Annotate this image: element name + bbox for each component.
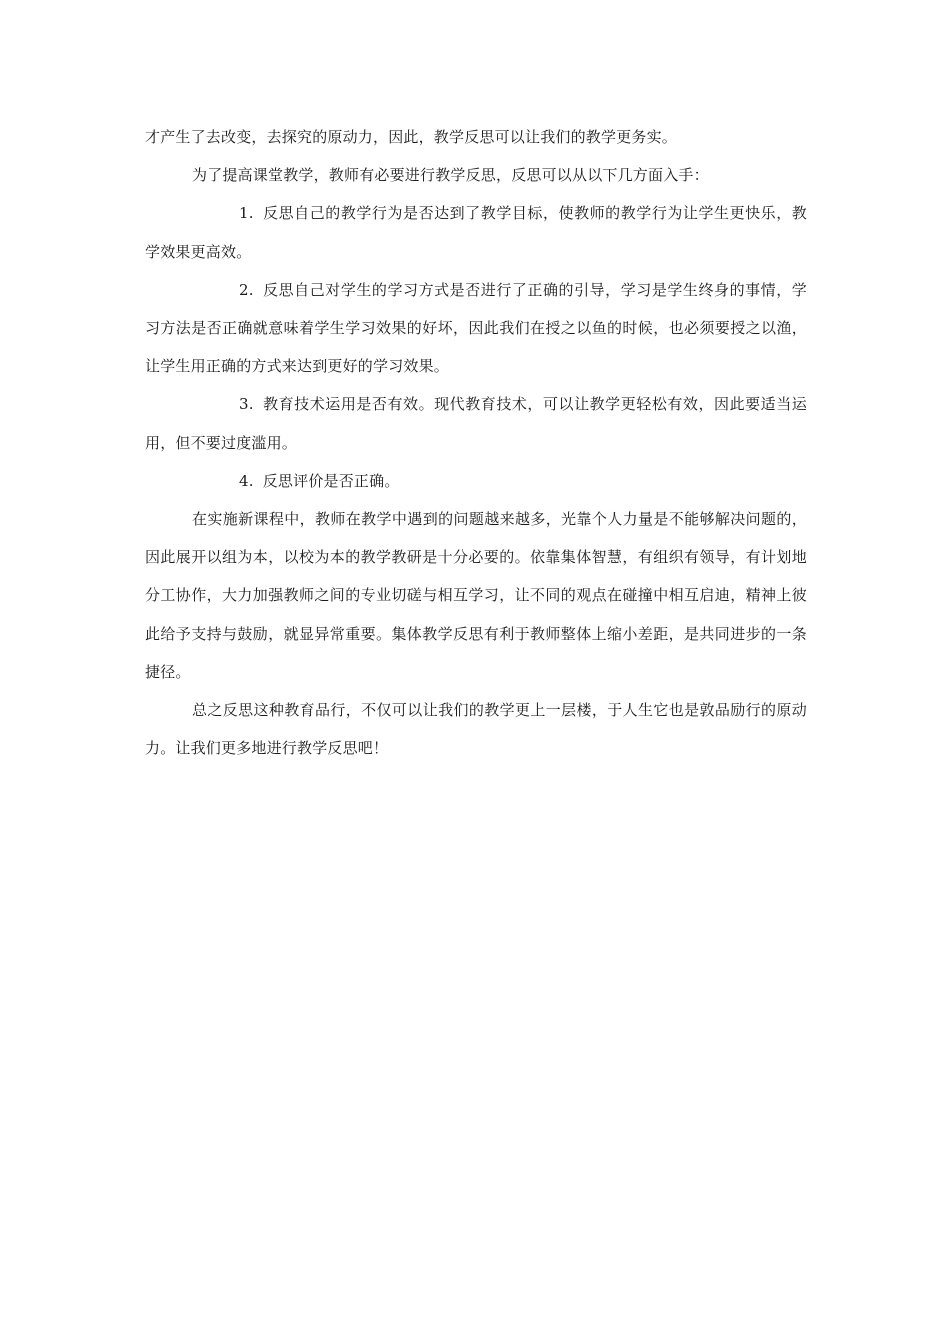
list-item-number: 3. [239, 395, 254, 414]
paragraph-intro: 为了提高课堂教学，教师有必要进行教学反思，反思可以从以下几方面入手： [192, 166, 709, 185]
list-item-1 [145, 194, 807, 270]
list-item-text: 反思评价是否正确。 [262, 471, 400, 490]
list-item-number: 4. [239, 471, 254, 490]
paragraph-collective-reflection: 在实施新课程中，教师在教学中遇到的问题越来越多，光靠个人力量是不能够解决问题的，因此展开以组为本，以校为本的教学教研是十分必要的。依靠集体智慧，有组织有领导，有计划地分工协作，大力加强教师之间的专业切磋与相互学习，让不同的观点在碰撞中相互启迪，精神上彼此给予支持与鼓励，就显异常重要。集体教学反思有利于教师整体上缩小差距，是共同进步的一条捷径。 [145, 510, 807, 681]
list-item-text: 反思自己的教学行为是否达到了教学目标，使教师的教学行为让学生更快乐，教学效果更高效。 [145, 204, 807, 261]
list-item-2 [145, 271, 807, 386]
paragraph-continuation: 才产生了去改变，去探究的原动力，因此，教学反思可以让我们的教学更务实。 [145, 128, 678, 146]
list-item-number: 2. [239, 280, 254, 299]
document-body [145, 118, 807, 767]
list-item-text: 教育技术运用是否有效。现代教育技术，可以让教学更轻松有效，因此要适当运用，但不要过度滥用。 [145, 395, 807, 452]
list-item-number: 1. [239, 204, 254, 223]
list-item-4 [145, 462, 807, 500]
paragraph-conclusion: 总之反思这种教育品行，不仅可以让我们的教学更上一层楼，于人生它也是敦品励行的原动力。让我们更多地进行教学反思吧！ [145, 701, 807, 758]
list-item-text: 反思自己对学生的学习方式是否进行了正确的引导，学习是学生终身的事情，学习方法是否正确就意味着学生学习效果的好坏，因此我们在授之以鱼的时候，也必须要授之以渔，让学生用正确的方式来达到更好的学习效果。 [145, 280, 807, 376]
list-item-3 [145, 385, 807, 461]
